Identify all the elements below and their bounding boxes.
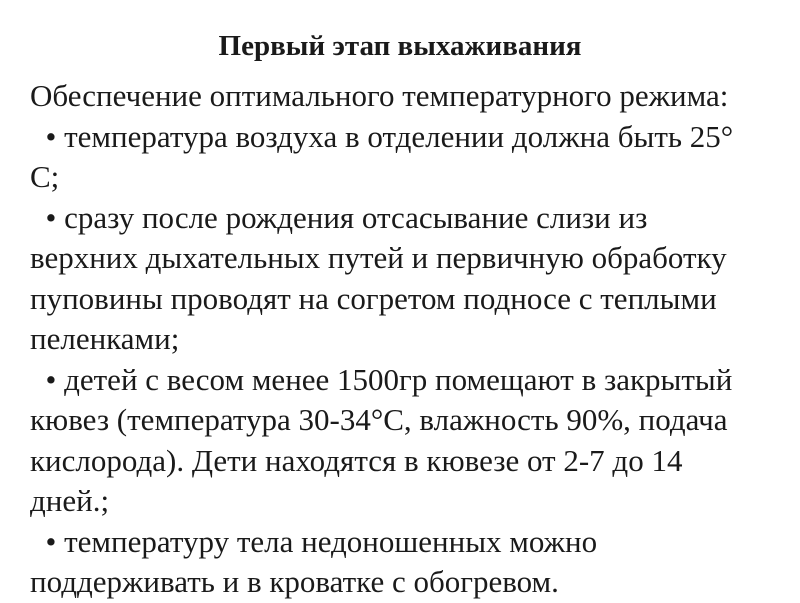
bullet-temperature-line-1: • температура воздуха в отделении должна быть 25° [45, 118, 734, 154]
bullet-incubator-line-1: • детей с весом менее 1500гр помещают в закрытый [45, 361, 733, 397]
bullet-body-temp-line-2: поддерживать и в кроватке с обогревом. [30, 564, 559, 599]
bullet-incubator-line-4: дней.; [30, 483, 110, 518]
bullet-temperature-line-2: С; [30, 159, 60, 194]
bullet-mucus-line-3: пуповины проводят на согретом подносе с теплыми [30, 280, 717, 316]
intro-text: Обеспечение оптимального температурного режима: [30, 78, 729, 113]
bullet-mucus-line-1: • сразу после рождения отсасывание слизи из [45, 199, 648, 235]
bullet-mucus-line-4: пеленками; [30, 321, 180, 356]
bullet-body-temp-line-1: • температуру тела недоношенных можно [45, 523, 598, 559]
bullet-incubator-line-2: кювез (температура 30-34°С, влажность 90%, подача [30, 402, 728, 437]
slide-title: Первый этап выхаживания [218, 30, 582, 62]
slide-body [30, 76, 786, 603]
bullet-mucus-line-2: верхних дыхательных путей и первичную обработку [30, 240, 727, 275]
bullet-incubator-line-3: кислорода). Дети находятся в кювезе от 2-7 до 14 [30, 442, 683, 478]
